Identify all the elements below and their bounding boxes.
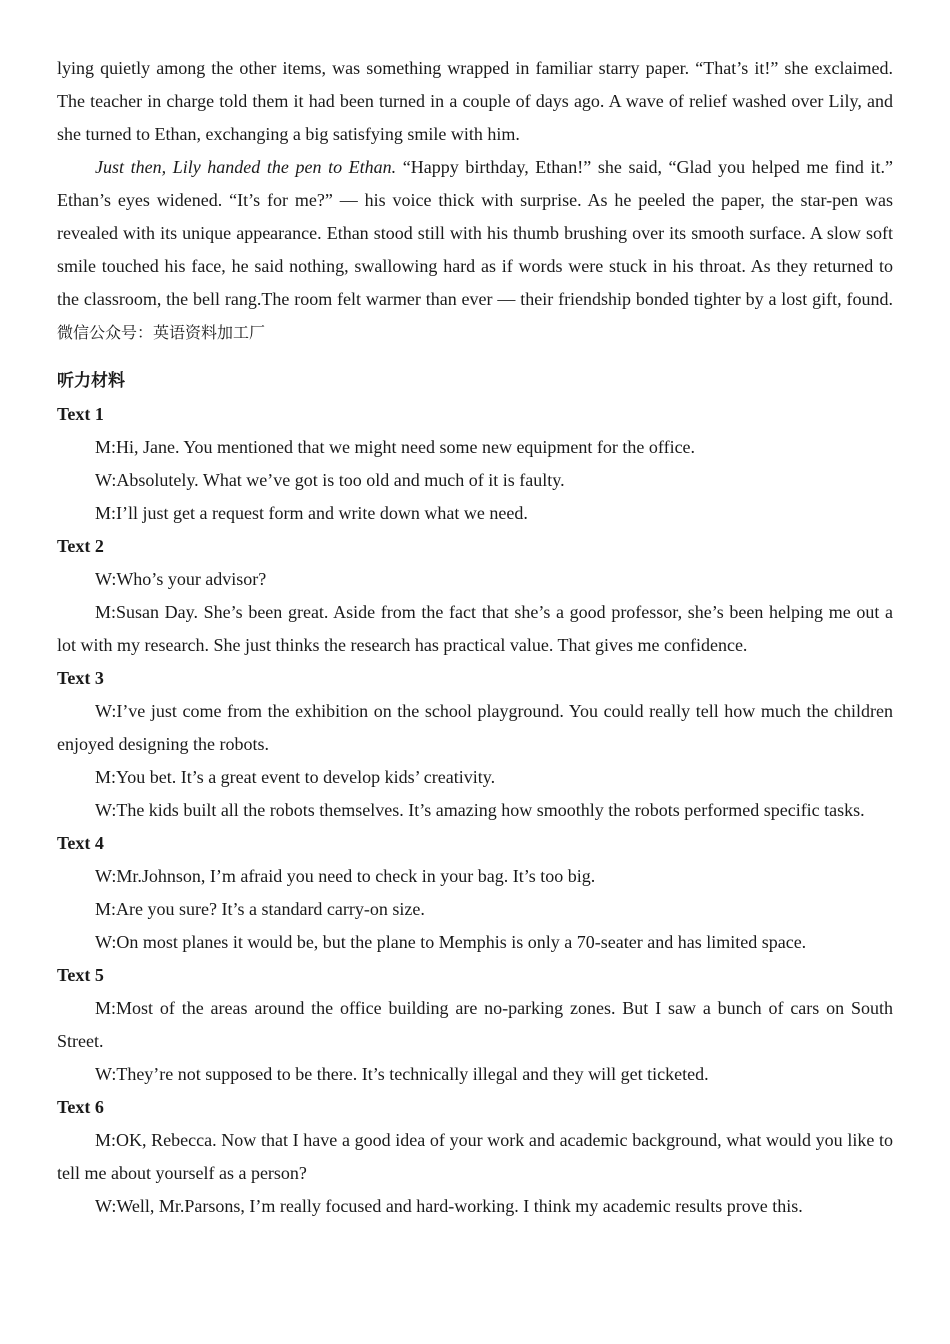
text-heading: Text 5 [57,965,104,985]
text-1 [57,398,893,530]
dialogue-line: M:OK, Rebecca. Now that I have a good idea of your work and academic background, what would you like to tell me about yourself as a person? [57,1130,893,1183]
dialogue-line: M:You bet. It’s a great event to develop kids’ creativity. [95,767,496,787]
text-3 [57,662,893,827]
dialogue-line: W:I’ve just come from the exhibition on the school playground. You could really tell how much the children enjoyed designing the robots. [57,701,893,754]
dialogue-line: M:Susan Day. She’s been great. Aside from the fact that she’s a good professor, she’s been helping me out a lot with my research. She just thinks the research has practical value. That gives me confidence. [57,602,893,655]
dialogue-line: W:Absolutely. What we’ve got is too old and much of it is faulty. [95,470,565,490]
text-4 [57,827,893,959]
wechat-note: 微信公众号：英语资料加工厂 [57,323,266,342]
text-heading: Text 3 [57,668,104,688]
dialogue-line: W:Who’s your advisor? [95,569,267,589]
text-2 [57,530,893,662]
dialogue-line: M:Hi, Jane. You mentioned that we might need some new equipment for the office. [95,437,696,457]
dialogue-line: W:Mr.Johnson, I’m afraid you need to check in your bag. It’s too big. [95,866,596,886]
text-heading: Text 2 [57,536,104,556]
story-italic-sentence: Just then, Lily handed the pen to Ethan. [95,157,397,177]
dialogue-line: W:On most planes it would be, but the plane to Memphis is only a 70-seater and has limited space. [95,932,807,952]
story-paragraph-2 [57,151,893,349]
dialogue-line: W:The kids built all the robots themselves. It’s amazing how smoothly the robots performed specific tasks. [95,800,865,820]
text-heading: Text 6 [57,1097,104,1117]
document-page [57,52,893,1223]
text-heading: Text 4 [57,833,104,853]
text-5 [57,959,893,1091]
dialogue-line: W:They’re not supposed to be there. It’s technically illegal and they will get ticketed. [95,1064,709,1084]
text-heading: Text 1 [57,404,104,424]
dialogue-line: M:Most of the areas around the office building are no-parking zones. But I saw a bunch of cars on South Street. [57,998,893,1051]
dialogue-line: W:Well, Mr.Parsons, I’m really focused and hard-working. I think my academic results prove this. [95,1196,803,1216]
dialogue-line: M:Are you sure? It’s a standard carry-on size. [95,899,425,919]
story-paragraph-2-text: “Happy birthday, Ethan!” she said, “Glad you helped me find it.” Ethan’s eyes widened. “It’s for me?” — his voice thick with surprise. As he peeled the paper, the star-pen was revealed with its unique appearance. Ethan stood still with his thumb brushing over its smooth surface. A slow soft smile touched his face, he said nothing, swallowing hard as if words were stuck in his throat. As they returned to the classroom, the bell rang.The room felt warmer than ever — their friendship bonded tighter by a lost gift, found. [57,157,894,309]
story-paragraph-1: lying quietly among the other items, was something wrapped in familiar starry paper. “That’s it!” she exclaimed. The teacher in charge told them it had been turned in a couple of days ago. A wave of relief washed over Lily, and she turned to Ethan, exchanging a big satisfying smile with him. [57,58,893,144]
dialogue-line: M:I’ll just get a request form and write down what we need. [95,503,528,523]
text-6 [57,1091,893,1223]
listening-section-title: 听力材料 [57,371,125,391]
